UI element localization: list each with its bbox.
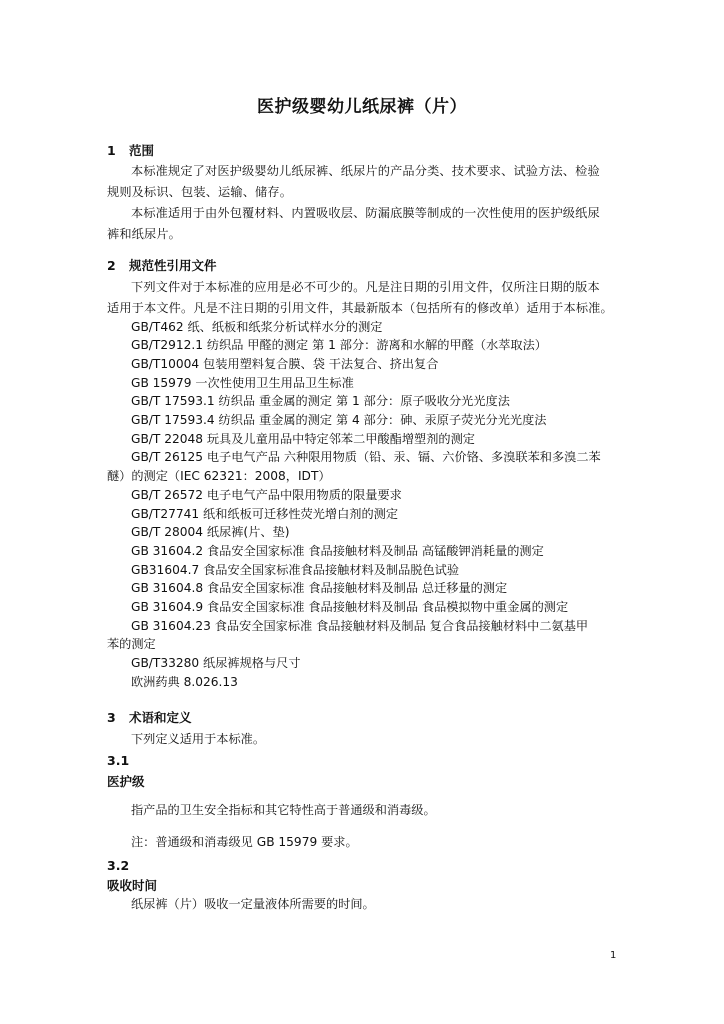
document-title: 医护级婴幼儿纸尿裤（片） xyxy=(257,97,467,117)
reference-item: GB 31604.2 食品安全国家标准 食品接触材料及制品 高锰酸钾消耗量的测定 xyxy=(131,544,544,558)
section-3-intro: 下列定义适用于本标准。 xyxy=(131,732,266,746)
reference-item: GB 31604.23 食品安全国家标准 食品接触材料及制品 复合食品接触材料中二氨基甲 xyxy=(131,619,589,633)
reference-item: 欧洲药典 8.026.13 xyxy=(131,675,238,689)
reference-item: GB/T 17593.1 纺织品 重金属的测定 第 1 部分：原子吸收分光光度法 xyxy=(131,394,510,408)
s1-p2-line2: 裤和纸尿片。 xyxy=(107,227,182,241)
reference-item: GB 31604.8 食品安全国家标准 食品接触材料及制品 总迁移量的测定 xyxy=(131,581,508,595)
term-name: 医护级 xyxy=(107,774,145,789)
reference-item-continuation: 醚）的测定（IEC 62321：2008，IDT） xyxy=(107,469,331,483)
reference-item: GB 15979 一次性使用卫生用品卫生标准 xyxy=(131,376,354,390)
term-name: 吸收时间 xyxy=(107,878,158,893)
section-2-title: 规范性引用文件 xyxy=(129,258,217,273)
section-3-number: 3 xyxy=(107,710,116,725)
reference-item: GB/T 26572 电子电气产品中限用物质的限量要求 xyxy=(131,488,402,502)
reference-item: GB/T33280 纸尿裤规格与尺寸 xyxy=(131,656,301,670)
section-2-heading xyxy=(107,258,619,274)
section-1-number: 1 xyxy=(107,143,116,158)
term-definition: 指产品的卫生安全指标和其它特性高于普通级和消毒级。 xyxy=(131,803,436,817)
reference-item: GB31604.7 食品安全国家标准食品接触材料及制品脱色试验 xyxy=(131,563,460,577)
term-definition: 纸尿裤（片）吸收一定量液体所需要的时间。 xyxy=(131,897,375,911)
section-2-intro xyxy=(107,277,619,319)
section-1-title: 范围 xyxy=(129,143,155,158)
s2-intro-line1: 下列文件对于本标准的应用是必不可少的。凡是注日期的引用文件，仅所注日期的版本 xyxy=(131,280,600,294)
reference-item: GB/T462 纸、纸板和纸浆分析试样水分的测定 xyxy=(131,320,383,334)
term-note: 注：普通级和消毒级见 GB 15979 要求。 xyxy=(131,835,358,849)
reference-item: GB/T10004 包装用塑料复合膜、袋 干法复合、挤出复合 xyxy=(131,357,439,371)
term-number: 3.2 xyxy=(107,858,130,873)
s1-p2-line1: 本标准适用于由外包覆材料、内置吸收层、防漏底膜等制成的一次性使用的医护级纸尿 xyxy=(131,206,600,220)
section-2-number: 2 xyxy=(107,258,116,273)
reference-item: GB/T 28004 纸尿裤(片、垫) xyxy=(131,525,290,539)
reference-item-continuation: 苯的测定 xyxy=(107,637,156,651)
page-number: 1 xyxy=(610,950,617,961)
s1-p1-line2: 规则及标识、包装、运输、储存。 xyxy=(107,185,293,199)
section-1-heading xyxy=(107,143,619,159)
reference-item: GB/T2912.1 纺织品 甲醛的测定 第 1 部分：游离和水解的甲醛（水萃取法） xyxy=(131,338,547,352)
section-3-title: 术语和定义 xyxy=(129,710,192,725)
s2-intro-line2: 适用于本文件。凡是不注日期的引用文件，其最新版本（包括所有的修改单）适用于本标准。 xyxy=(107,301,613,315)
section-1-paragraph-1 xyxy=(107,161,619,203)
s1-p1-line1: 本标准规定了对医护级婴幼儿纸尿裤、纸尿片的产品分类、技术要求、试验方法、检验 xyxy=(131,164,600,178)
reference-item: GB/T 26125 电子电气产品 六种限用物质（铅、汞、镉、六价铬、多溴联苯和多溴二苯 xyxy=(131,450,601,464)
term-number: 3.1 xyxy=(107,753,130,768)
reference-item: GB/T 17593.4 纺织品 重金属的测定 第 4 部分：砷、汞原子荧光分光光度法 xyxy=(131,413,547,427)
reference-item: GB 31604.9 食品安全国家标准 食品接触材料及制品 食品模拟物中重金属的测定 xyxy=(131,600,569,614)
section-1-paragraph-2 xyxy=(107,203,619,245)
reference-item: GB/T 22048 玩具及儿童用品中特定邻苯二甲酸酯增塑剂的测定 xyxy=(131,432,475,446)
section-3-heading xyxy=(107,710,619,726)
reference-item: GB/T27741 纸和纸板可迁移性荧光增白剂的测定 xyxy=(131,507,399,521)
